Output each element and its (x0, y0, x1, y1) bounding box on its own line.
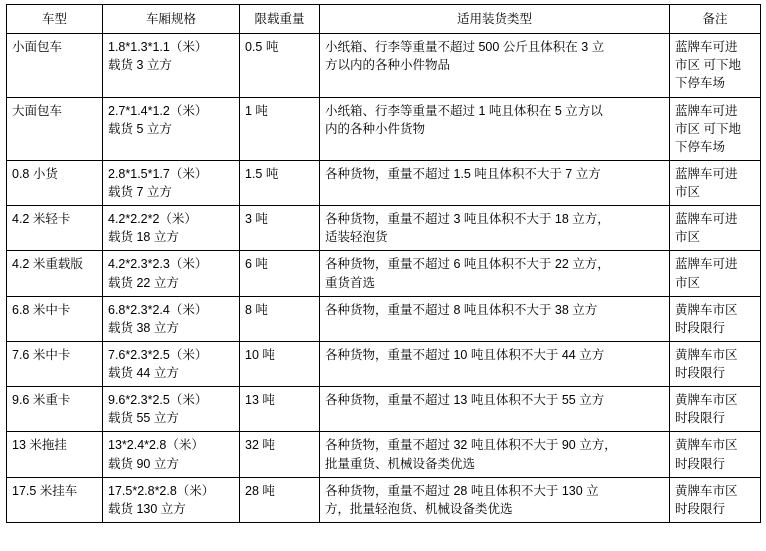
cell-remark (670, 251, 761, 296)
cell-spec (103, 34, 240, 97)
cell-spec (103, 160, 240, 205)
cell-line: 黄牌车市区 (675, 347, 738, 362)
cell-line: 载货 22 立方 (108, 275, 179, 290)
cell-line: 各种货物，重量不超过 6 吨且体积不大于 22 立方， (325, 257, 610, 272)
table-row (7, 341, 761, 386)
table-row (7, 477, 761, 522)
cell-line: 4.2*2.3*2.3（米） (108, 257, 208, 272)
cell-remark (670, 387, 761, 432)
cell-spec (103, 296, 240, 341)
cell-type: 9.6 米重卡 (7, 387, 103, 432)
cell-line: 市区 (675, 185, 701, 199)
cell-usage (320, 477, 670, 522)
cell-type: 4.2 米轻卡 (7, 206, 103, 251)
table-header (7, 5, 761, 34)
cell-line: 黄牌车市区 (675, 438, 738, 453)
cell-remark (670, 477, 761, 522)
cell-line: 载货 5 立方 (108, 121, 172, 136)
cell-usage (320, 387, 670, 432)
table-row (7, 251, 761, 296)
cell-line: 内的各种小件货物 (325, 121, 426, 136)
cell-remark (670, 296, 761, 341)
table-row (7, 34, 761, 97)
table-row (7, 97, 761, 160)
cell-type: 0.8 小货 (7, 160, 103, 205)
cell-remark (670, 97, 761, 160)
cell-line: 蓝牌车可进 (675, 40, 738, 55)
table-row (7, 432, 761, 477)
cell-line: 下停车场 (675, 139, 726, 154)
column-header-vehicle-type: 车型 (7, 5, 103, 34)
cell-remark (670, 34, 761, 97)
cell-line: 时段限行 (675, 501, 726, 516)
cell-line: 适装轻泡货 (325, 230, 388, 245)
cell-weight: 1.5 吨 (240, 160, 320, 205)
cell-line: 载货 18 立方 (108, 230, 179, 245)
cell-spec (103, 341, 240, 386)
column-header-remark: 备注 (670, 5, 761, 34)
cell-weight: 0.5 吨 (240, 34, 320, 97)
cell-line: 市区 可下地 (675, 121, 741, 136)
cell-usage (320, 432, 670, 477)
cell-remark (670, 432, 761, 477)
column-header-cargo-spec: 车厢规格 (103, 5, 240, 34)
cell-line: 1.8*1.3*1.1（米） (108, 40, 208, 55)
cell-weight: 1 吨 (240, 97, 320, 160)
cell-type: 4.2 米重载版 (7, 251, 103, 296)
cell-type: 大面包车 (7, 97, 103, 160)
cell-line: 各种货物，重量不超过 13 吨且体积不大于 55 立方 (325, 393, 605, 408)
cell-remark (670, 341, 761, 386)
cell-line: 载货 55 立方 (108, 411, 179, 426)
cell-weight: 8 吨 (240, 296, 320, 341)
column-header-weight-limit: 限载重量 (240, 5, 320, 34)
cell-line: 各种货物，重量不超过 10 吨且体积不大于 44 立方 (325, 347, 605, 362)
cell-line: 蓝牌车可进 (675, 103, 738, 118)
cell-line: 载货 90 立方 (108, 456, 179, 471)
cell-line: 市区 (675, 275, 701, 290)
cell-type: 13 米拖挂 (7, 432, 103, 477)
cell-weight: 3 吨 (240, 206, 320, 251)
cell-usage (320, 160, 670, 205)
cell-line: 方以内的各种小件物品 (325, 58, 451, 73)
cell-line: 小纸箱、行李等重量不超过 500 公斤且体积在 3 立 (325, 40, 605, 55)
table-row (7, 206, 761, 251)
cell-line: 载货 38 立方 (108, 320, 179, 335)
column-header-cargo-usage: 适用装货类型 (320, 5, 670, 34)
table-header-row (7, 5, 761, 34)
cell-line: 9.6*2.3*2.5（米） (108, 393, 208, 408)
cell-line: 时段限行 (675, 456, 726, 471)
cell-usage (320, 34, 670, 97)
cell-usage (320, 97, 670, 160)
cell-type: 7.6 米中卡 (7, 341, 103, 386)
cell-weight: 6 吨 (240, 251, 320, 296)
cell-line: 黄牌车市区 (675, 302, 738, 317)
cell-line: 6.8*2.3*2.4（米） (108, 302, 208, 317)
table-body (7, 34, 761, 523)
cell-line: 各种货物，重量不超过 8 吨且体积不大于 38 立方 (325, 302, 598, 317)
cell-line: 各种货物，重量不超过 3 吨且体积不大于 18 立方， (325, 212, 610, 227)
cell-spec (103, 97, 240, 160)
cell-line: 蓝牌车可进 (675, 212, 738, 227)
table-row (7, 387, 761, 432)
table-row (7, 296, 761, 341)
cell-weight: 13 吨 (240, 387, 320, 432)
cell-line: 黄牌车市区 (675, 483, 738, 498)
cell-line: 重货首选 (325, 275, 376, 290)
cell-type: 小面包车 (7, 34, 103, 97)
cell-spec (103, 477, 240, 522)
cell-line: 方，批量轻泡货、机械设备类优选 (325, 501, 513, 516)
cell-line: 13*2.4*2.8（米） (108, 438, 204, 453)
cell-line: 市区 (675, 230, 701, 245)
cell-spec (103, 206, 240, 251)
cell-line: 2.8*1.5*1.7（米） (108, 166, 208, 181)
cell-line: 蓝牌车可进 (675, 166, 738, 181)
cell-weight: 32 吨 (240, 432, 320, 477)
cell-usage (320, 341, 670, 386)
cell-remark (670, 206, 761, 251)
cell-spec (103, 432, 240, 477)
cell-weight: 28 吨 (240, 477, 320, 522)
cell-line: 载货 44 立方 (108, 366, 179, 380)
cell-usage (320, 251, 670, 296)
cell-line: 小纸箱、行李等重量不超过 1 吨且体积在 5 立方以 (325, 103, 603, 118)
cell-line: 批量重货、机械设备类优选 (325, 456, 476, 471)
cell-line: 各种货物，重量不超过 1.5 吨且体积不大于 7 立方 (325, 166, 601, 181)
cell-type: 17.5 米挂车 (7, 477, 103, 522)
cell-line: 各种货物，重量不超过 28 吨且体积不大于 130 立 (325, 483, 599, 498)
cell-line: 市区 可下地 (675, 58, 741, 73)
cell-line: 时段限行 (675, 320, 726, 335)
cell-remark (670, 160, 761, 205)
cell-line: 各种货物，重量不超过 32 吨且体积不大于 90 立方， (325, 438, 617, 453)
cell-spec (103, 251, 240, 296)
cell-line: 4.2*2.2*2（米） (108, 212, 197, 227)
cell-usage (320, 206, 670, 251)
cell-line: 载货 7 立方 (108, 185, 172, 199)
cell-line: 载货 130 立方 (108, 501, 186, 516)
cell-line: 时段限行 (675, 366, 726, 380)
cell-type: 6.8 米中卡 (7, 296, 103, 341)
cell-line: 蓝牌车可进 (675, 257, 738, 272)
cell-line: 下停车场 (675, 76, 726, 91)
vehicle-specification-table (6, 4, 761, 523)
cell-line: 时段限行 (675, 411, 726, 426)
table-row (7, 160, 761, 205)
cell-usage (320, 296, 670, 341)
cell-line: 黄牌车市区 (675, 393, 738, 408)
cell-line: 载货 3 立方 (108, 58, 172, 73)
cell-weight: 10 吨 (240, 341, 320, 386)
cell-line: 7.6*2.3*2.5（米） (108, 347, 208, 362)
cell-line: 2.7*1.4*1.2（米） (108, 103, 208, 118)
cell-line: 17.5*2.8*2.8（米） (108, 483, 215, 498)
cell-spec (103, 387, 240, 432)
